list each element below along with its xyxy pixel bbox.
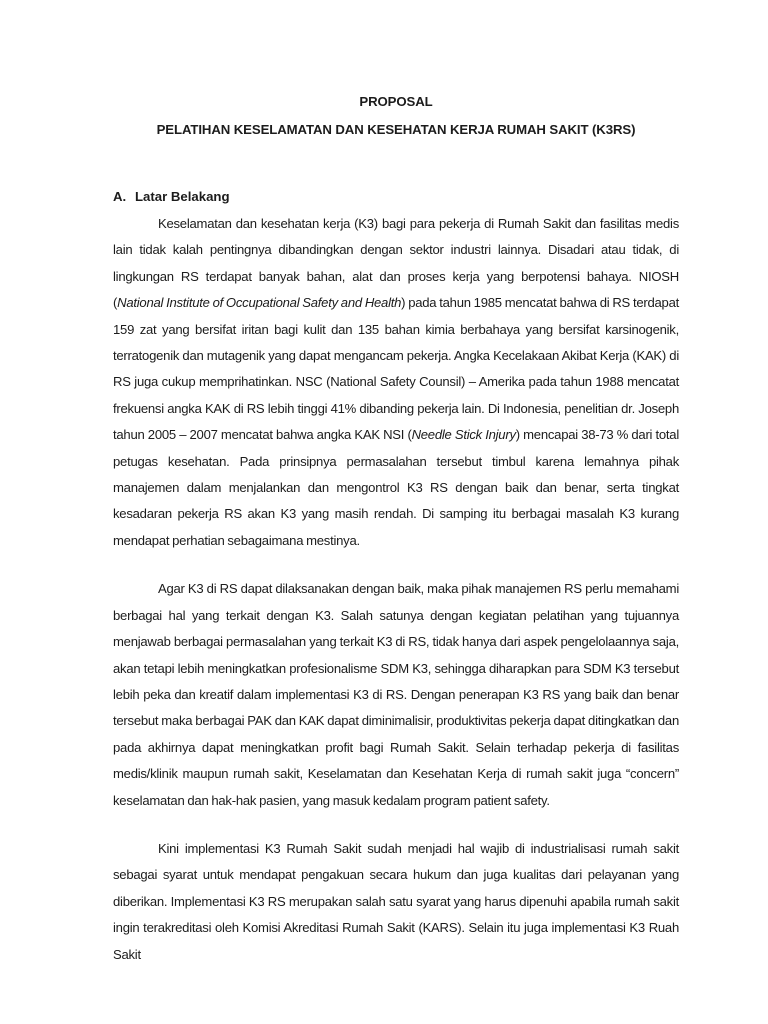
nsi-full-name: Needle Stick Injury (411, 427, 516, 443)
document-body (113, 92, 679, 968)
paragraph-2: Agar K3 di RS dapat dilaksanakan dengan baik, maka pihak manajemen RS perlu memahami berbagai hal yang terkait dengan K3. Salah satunya dengan kegiatan pelatihan yang tujuannya menjawab berbagai permasalahan yang terkait K3 di RS, tidak hanya dari aspek pengelolaannya saja, akan tetapi lebih meningkatkan profesionalisme SDM K3, sehingga diharapkan para SDM K3 tersebut lebih peka dan kreatif dalam implementasi K3 di RS. Dengan penerapan K3 RS yang baik dan benar tersebut maka berbagai PAK dan KAK dapat diminimalisir, produktivitas pekerja dapat ditingkatkan dan pada akhirnya dapat meningkatkan profit bagi Rumah Sakit. Selain terhadap pekerja di fasilitas medis/klinik maupun rumah sakit, Keselamatan dan Kesehatan Kerja di rumah sakit juga “concern” keselamatan dan hak-hak pasien, yang masuk kedalam program patient safety. (113, 581, 679, 808)
niosh-full-name: National Institute of Occupational Safety and Health (117, 295, 402, 311)
section-letter: A. (113, 189, 127, 204)
section-heading (113, 187, 679, 206)
paragraph-1-part-3: ) mencapai 38-73 % dari total petugas kesehatan. Pada prinsipnya permasalahan tersebut timbul karena lemahnya pihak manajemen dalam menjalankan dan mengontrol K3 RS dengan baik dan benar, serta tingkat kesadaran pekerja RS akan K3 yang masih rendah. Di samping itu berbagai masalah K3 kurang mendapat perhatian sebagaimana mestinya. (113, 427, 679, 548)
document-title: PROPOSAL (359, 94, 433, 109)
paragraph-3: Kini implementasi K3 Rumah Sakit sudah menjadi hal wajib di industrialisasi rumah sakit sebagai syarat untuk mendapat pengakuan secara hukum dan juga kualitas dari pelayanan yang diberikan. Implementasi K3 RS merupakan salah satu syarat yang harus dipenuhi apabila rumah sakit ingin terakreditasi oleh Komisi Akreditasi Rumah Sakit (KARS). Selain itu juga implementasi K3 Ruah Sakit (113, 840, 679, 962)
paragraph-1 (113, 211, 679, 554)
paragraph-1-part-2: ) pada tahun 1985 mencatat bahwa di RS terdapat 159 zat yang bersifat iritan bagi kulit dan 135 bahan kimia berbahaya yang bersifat karsinogenik, terratogenik dan mutagenik yang dapat mengancam pekerja. Angka Kecelakaan Akibat Kerja (KAK) di RS juga cukup memprihatinkan. NSC (National Safety Counsil) – Amerika pada tahun 1988 mencatat frekuensi angka KAK di RS lebih tinggi 41% dibanding pekerja lain. Di Indonesia, penelitian dr. Joseph tahun 2005 – 2007 mencatat bahwa angka KAK NSI ( (113, 295, 679, 443)
document-subtitle: PELATIHAN KESELAMATAN DAN KESEHATAN KERJA RUMAH SAKIT (K3RS) (156, 122, 636, 137)
paragraph-1-part-1: Keselamatan dan kesehatan kerja (K3) bagi para pekerja di Rumah Sakit dan fasilitas medis lain tidak kalah pentingnya dibandingkan dengan sektor industri lainnya. Disadari atau tidak, di lingkungan RS terdapat banyak bahan, alat dan proses kerja yang berpotensi bahaya. NIOSH ( (113, 216, 679, 311)
section-title: Latar Belakang (135, 189, 230, 204)
